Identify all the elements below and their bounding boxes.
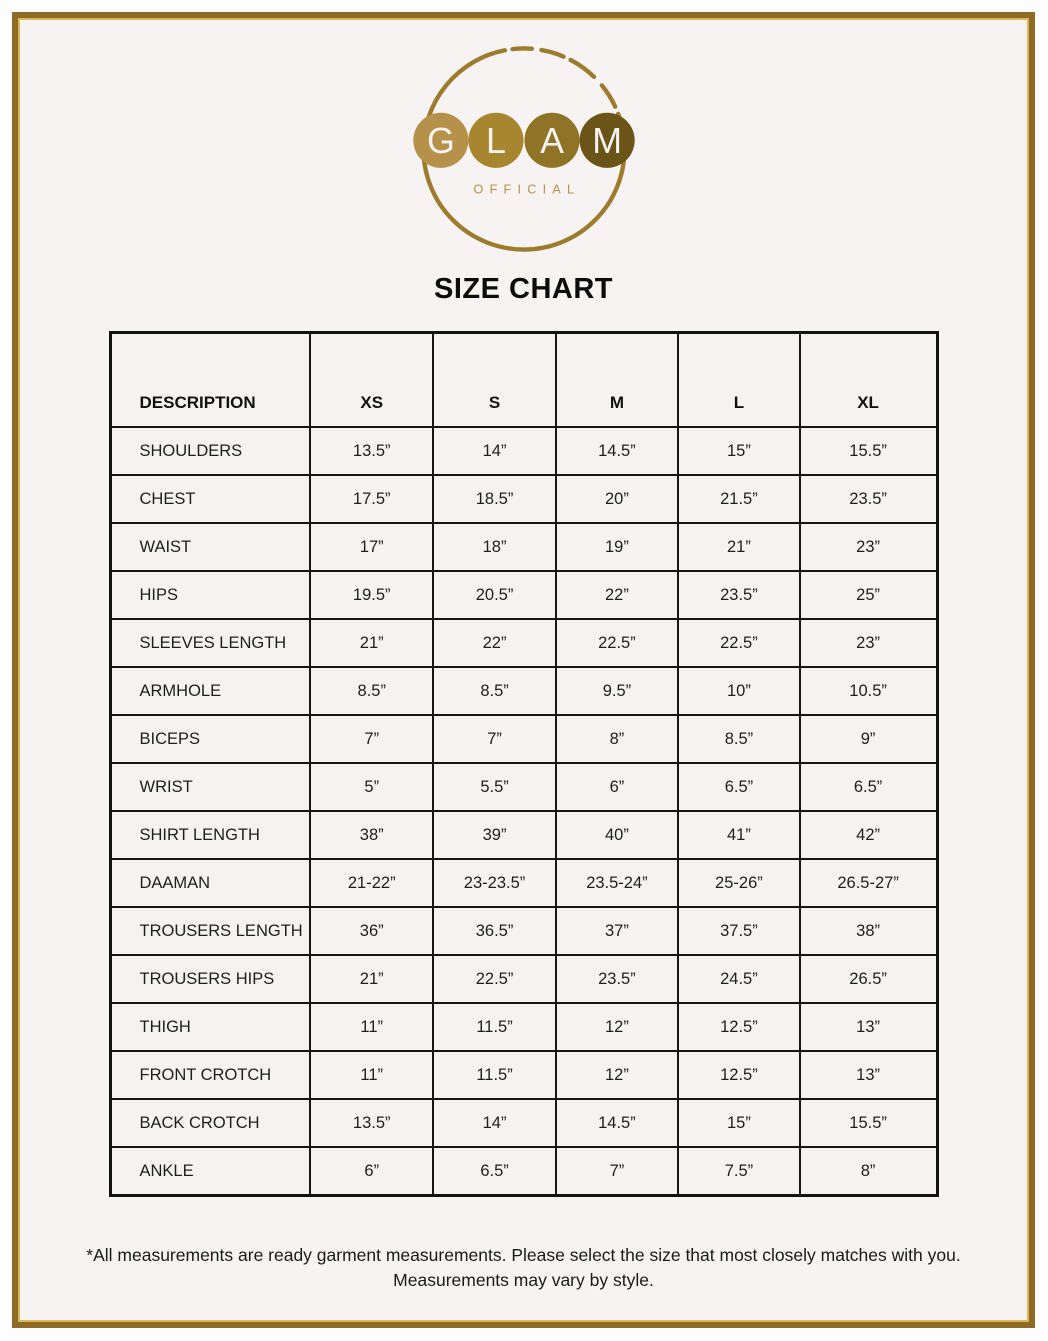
size-value: 23.5”: [556, 955, 678, 1003]
header-row: [110, 333, 937, 428]
measurement-disclaimer: [64, 1243, 984, 1294]
size-value: 12”: [556, 1003, 678, 1051]
size-value: 8.5”: [678, 715, 800, 763]
size-value: 11.5”: [433, 1051, 555, 1099]
table-row: [110, 475, 937, 523]
size-value: 13”: [800, 1003, 937, 1051]
size-value: 8.5”: [433, 667, 555, 715]
table-row: [110, 619, 937, 667]
header-s: S: [433, 333, 555, 428]
table-row: [110, 1099, 937, 1147]
table-row: [110, 1003, 937, 1051]
size-value: 39”: [433, 811, 555, 859]
size-value: 6”: [310, 1147, 433, 1196]
row-label: FRONT CROTCH: [110, 1051, 310, 1099]
size-value: 12.5”: [678, 1003, 800, 1051]
size-value: 19.5”: [310, 571, 433, 619]
disclaimer-line-1: *All measurements are ready garment measurements. Please select the size that most closely matches with you.: [86, 1245, 961, 1265]
size-value: 15.5”: [800, 427, 937, 475]
size-value: 15”: [678, 1099, 800, 1147]
row-label: ARMHOLE: [110, 667, 310, 715]
size-value: 20”: [556, 475, 678, 523]
size-value: 11”: [310, 1003, 433, 1051]
size-value: 9”: [800, 715, 937, 763]
size-value: 23-23.5”: [433, 859, 555, 907]
size-value: 14.5”: [556, 1099, 678, 1147]
table-row: [110, 571, 937, 619]
size-value: 21”: [310, 619, 433, 667]
size-value: 15”: [678, 427, 800, 475]
row-label: BACK CROTCH: [110, 1099, 310, 1147]
size-value: 37”: [556, 907, 678, 955]
size-value: 14”: [433, 1099, 555, 1147]
table-row: [110, 859, 937, 907]
size-value: 12”: [556, 1051, 678, 1099]
row-label: SLEEVES LENGTH: [110, 619, 310, 667]
row-label: CHEST: [110, 475, 310, 523]
size-value: 9.5”: [556, 667, 678, 715]
table-row: [110, 667, 937, 715]
size-value: 25-26”: [678, 859, 800, 907]
size-value: 18.5”: [433, 475, 555, 523]
size-value: 17”: [310, 523, 433, 571]
size-value: 22”: [433, 619, 555, 667]
size-value: 7”: [433, 715, 555, 763]
size-value: 22.5”: [433, 955, 555, 1003]
table-row: [110, 715, 937, 763]
gold-frame: [12, 12, 1035, 1328]
size-value: 19”: [556, 523, 678, 571]
table-row: [110, 1051, 937, 1099]
logo-letter-l: L: [485, 120, 506, 161]
size-value: 5”: [310, 763, 433, 811]
row-label: ANKLE: [110, 1147, 310, 1196]
glam-logo: [408, 33, 640, 265]
size-value: 26.5”: [800, 955, 937, 1003]
size-value: 14.5”: [556, 427, 678, 475]
page-title: SIZE CHART: [434, 273, 613, 305]
size-value: 13”: [800, 1051, 937, 1099]
table-row: [110, 1147, 937, 1196]
size-value: 18”: [433, 523, 555, 571]
size-value: 23.5”: [800, 475, 937, 523]
header-xs: XS: [310, 333, 433, 428]
size-value: 6.5”: [800, 763, 937, 811]
size-value: 38”: [800, 907, 937, 955]
logo-letter-g: G: [426, 120, 455, 161]
size-value: 12.5”: [678, 1051, 800, 1099]
size-value: 22.5”: [556, 619, 678, 667]
size-value: 36.5”: [433, 907, 555, 955]
size-value: 23”: [800, 523, 937, 571]
size-table: [109, 331, 939, 1197]
size-value: 40”: [556, 811, 678, 859]
size-table-body: [110, 427, 937, 1196]
size-value: 11.5”: [433, 1003, 555, 1051]
size-value: 23”: [800, 619, 937, 667]
size-value: 42”: [800, 811, 937, 859]
size-value: 8”: [556, 715, 678, 763]
size-value: 10.5”: [800, 667, 937, 715]
row-label: BICEPS: [110, 715, 310, 763]
header-m: M: [556, 333, 678, 428]
size-value: 38”: [310, 811, 433, 859]
size-value: 8”: [800, 1147, 937, 1196]
table-row: [110, 523, 937, 571]
logo-subtitle: OFFICIAL: [473, 182, 580, 197]
row-label: WRIST: [110, 763, 310, 811]
size-value: 22.5”: [678, 619, 800, 667]
page-content: [18, 18, 1029, 1322]
logo-letter-circle-g: [413, 113, 468, 168]
size-value: 21-22”: [310, 859, 433, 907]
size-value: 37.5”: [678, 907, 800, 955]
size-value: 22”: [556, 571, 678, 619]
table-row: [110, 763, 937, 811]
size-value: 10”: [678, 667, 800, 715]
size-value: 41”: [678, 811, 800, 859]
size-value: 23.5”: [678, 571, 800, 619]
size-value: 25”: [800, 571, 937, 619]
logo-letter-circle-m: [579, 113, 634, 168]
table-row: [110, 427, 937, 475]
logo-letter-circle-l: [468, 113, 523, 168]
logo-letter-a: A: [539, 120, 564, 161]
row-label: WAIST: [110, 523, 310, 571]
table-row: [110, 811, 937, 859]
size-value: 5.5”: [433, 763, 555, 811]
row-label: HIPS: [110, 571, 310, 619]
size-value: 7”: [556, 1147, 678, 1196]
size-value: 20.5”: [433, 571, 555, 619]
table-row: [110, 907, 937, 955]
size-value: 21”: [310, 955, 433, 1003]
size-value: 7.5”: [678, 1147, 800, 1196]
row-label: TROUSERS LENGTH: [110, 907, 310, 955]
size-value: 7”: [310, 715, 433, 763]
size-value: 15.5”: [800, 1099, 937, 1147]
header-xl: XL: [800, 333, 937, 428]
size-value: 13.5”: [310, 427, 433, 475]
disclaimer-line-2: Measurements may vary by style.: [393, 1270, 654, 1291]
header-description: DESCRIPTION: [110, 333, 310, 428]
size-value: 36”: [310, 907, 433, 955]
size-value: 24.5”: [678, 955, 800, 1003]
row-label: TROUSERS HIPS: [110, 955, 310, 1003]
size-value: 6.5”: [678, 763, 800, 811]
size-value: 14”: [433, 427, 555, 475]
size-value: 6”: [556, 763, 678, 811]
size-value: 6.5”: [433, 1147, 555, 1196]
size-value: 26.5-27”: [800, 859, 937, 907]
size-value: 8.5”: [310, 667, 433, 715]
row-label: SHIRT LENGTH: [110, 811, 310, 859]
row-label: THIGH: [110, 1003, 310, 1051]
logo-letter-circle-a: [524, 113, 579, 168]
size-table-header: [110, 333, 937, 428]
table-row: [110, 955, 937, 1003]
size-value: 21.5”: [678, 475, 800, 523]
row-label: SHOULDERS: [110, 427, 310, 475]
size-value: 23.5-24”: [556, 859, 678, 907]
header-l: L: [678, 333, 800, 428]
logo-letter-m: M: [591, 120, 622, 161]
size-value: 11”: [310, 1051, 433, 1099]
size-value: 13.5”: [310, 1099, 433, 1147]
size-value: 17.5”: [310, 475, 433, 523]
size-value: 21”: [678, 523, 800, 571]
row-label: DAAMAN: [110, 859, 310, 907]
